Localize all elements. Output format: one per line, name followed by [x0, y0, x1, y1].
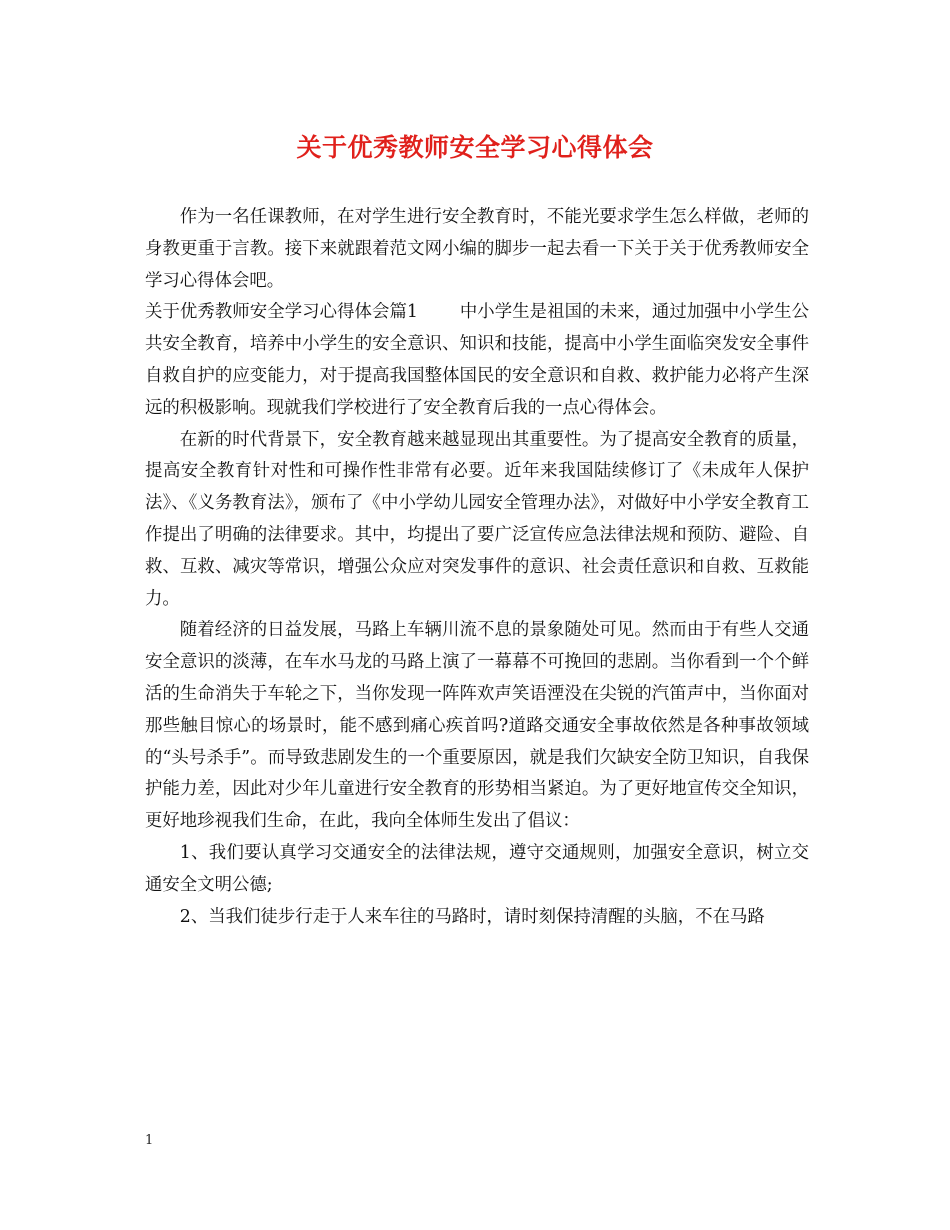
section-heading: 关于优秀教师安全学习心得体会篇1: [145, 302, 418, 323]
section-1-paragraph: [145, 297, 809, 424]
body-paragraph: 随着经济的日益发展，马路上车辆川流不息的景象随处可见。然而由于有些人交通安全意识的淡薄，在车水马龙的马路上演了一幕幕不可挽回的悲剧。当你看到一个个鲜活的生命消失于车轮之下，当你发现一阵阵欢声笑语湮没在尖锐的汽笛声中，当你面对那些触目惊心的场景时，能不感到痛心疾首吗?道路交通安全事故依然是各种事故领域的“头号杀手”。而导致悲剧发生的一个重要原因，就是我们欠缺安全防卫知识，自我保护能力差，因此对少年儿童进行安全教育的形势相当紧迫。为了更好地宣传交全知识，更好地珍视我们生命，在此，我向全体师生发出了倡议：: [145, 620, 809, 832]
document-title: 关于优秀教师安全学习心得体会: [296, 133, 654, 162]
list-item: 1、我们要认真学习交通安全的法律法规，遵守交通规则，加强安全意识，树立交通安全文明公德;: [145, 842, 809, 895]
document-body: [145, 202, 809, 933]
list-item: 2、当我们徒步行走于人来车往的马路时，请时刻保持清醒的头脑，不在马路: [179, 906, 765, 927]
page-number: 1: [145, 1133, 154, 1148]
body-paragraph: 在新的时代背景下，安全教育越来越显现出其重要性。为了提高安全教育的质量，提高安全教育针对性和可操作性非常有必要。近年来我国陆续修订了《未成年人保护法》、《义务教育法》，颁布了《中小学幼儿园安全管理办法》，对做好中小学安全教育工作提出了明确的法律要求。其中，均提出了要广泛宣传应急法律法规和预防、避险、自救、互救、减灾等常识，增强公众应对突发事件的意识、社会责任意识和自救、互救能力。: [145, 429, 809, 609]
section-first-paragraph: 中小学生是祖国的未来，通过加强中小学生公共安全教育，培养中小学生的安全意识、知识和技能，提高中小学生面临突发安全事件自救自护的应变能力，对于提高我国整体国民的安全意识和自救、救护能力必将产生深远的积极影响。现就我们学校进行了安全教育后我的一点心得体会。: [145, 302, 809, 418]
intro-paragraph: 作为一名任课教师，在对学生进行安全教育时，不能光要求学生怎么样做，老师的身教更重于言教。接下来就跟着范文网小编的脚步一起去看一下关于关于优秀教师安全学习心得体会吧。: [145, 207, 809, 291]
